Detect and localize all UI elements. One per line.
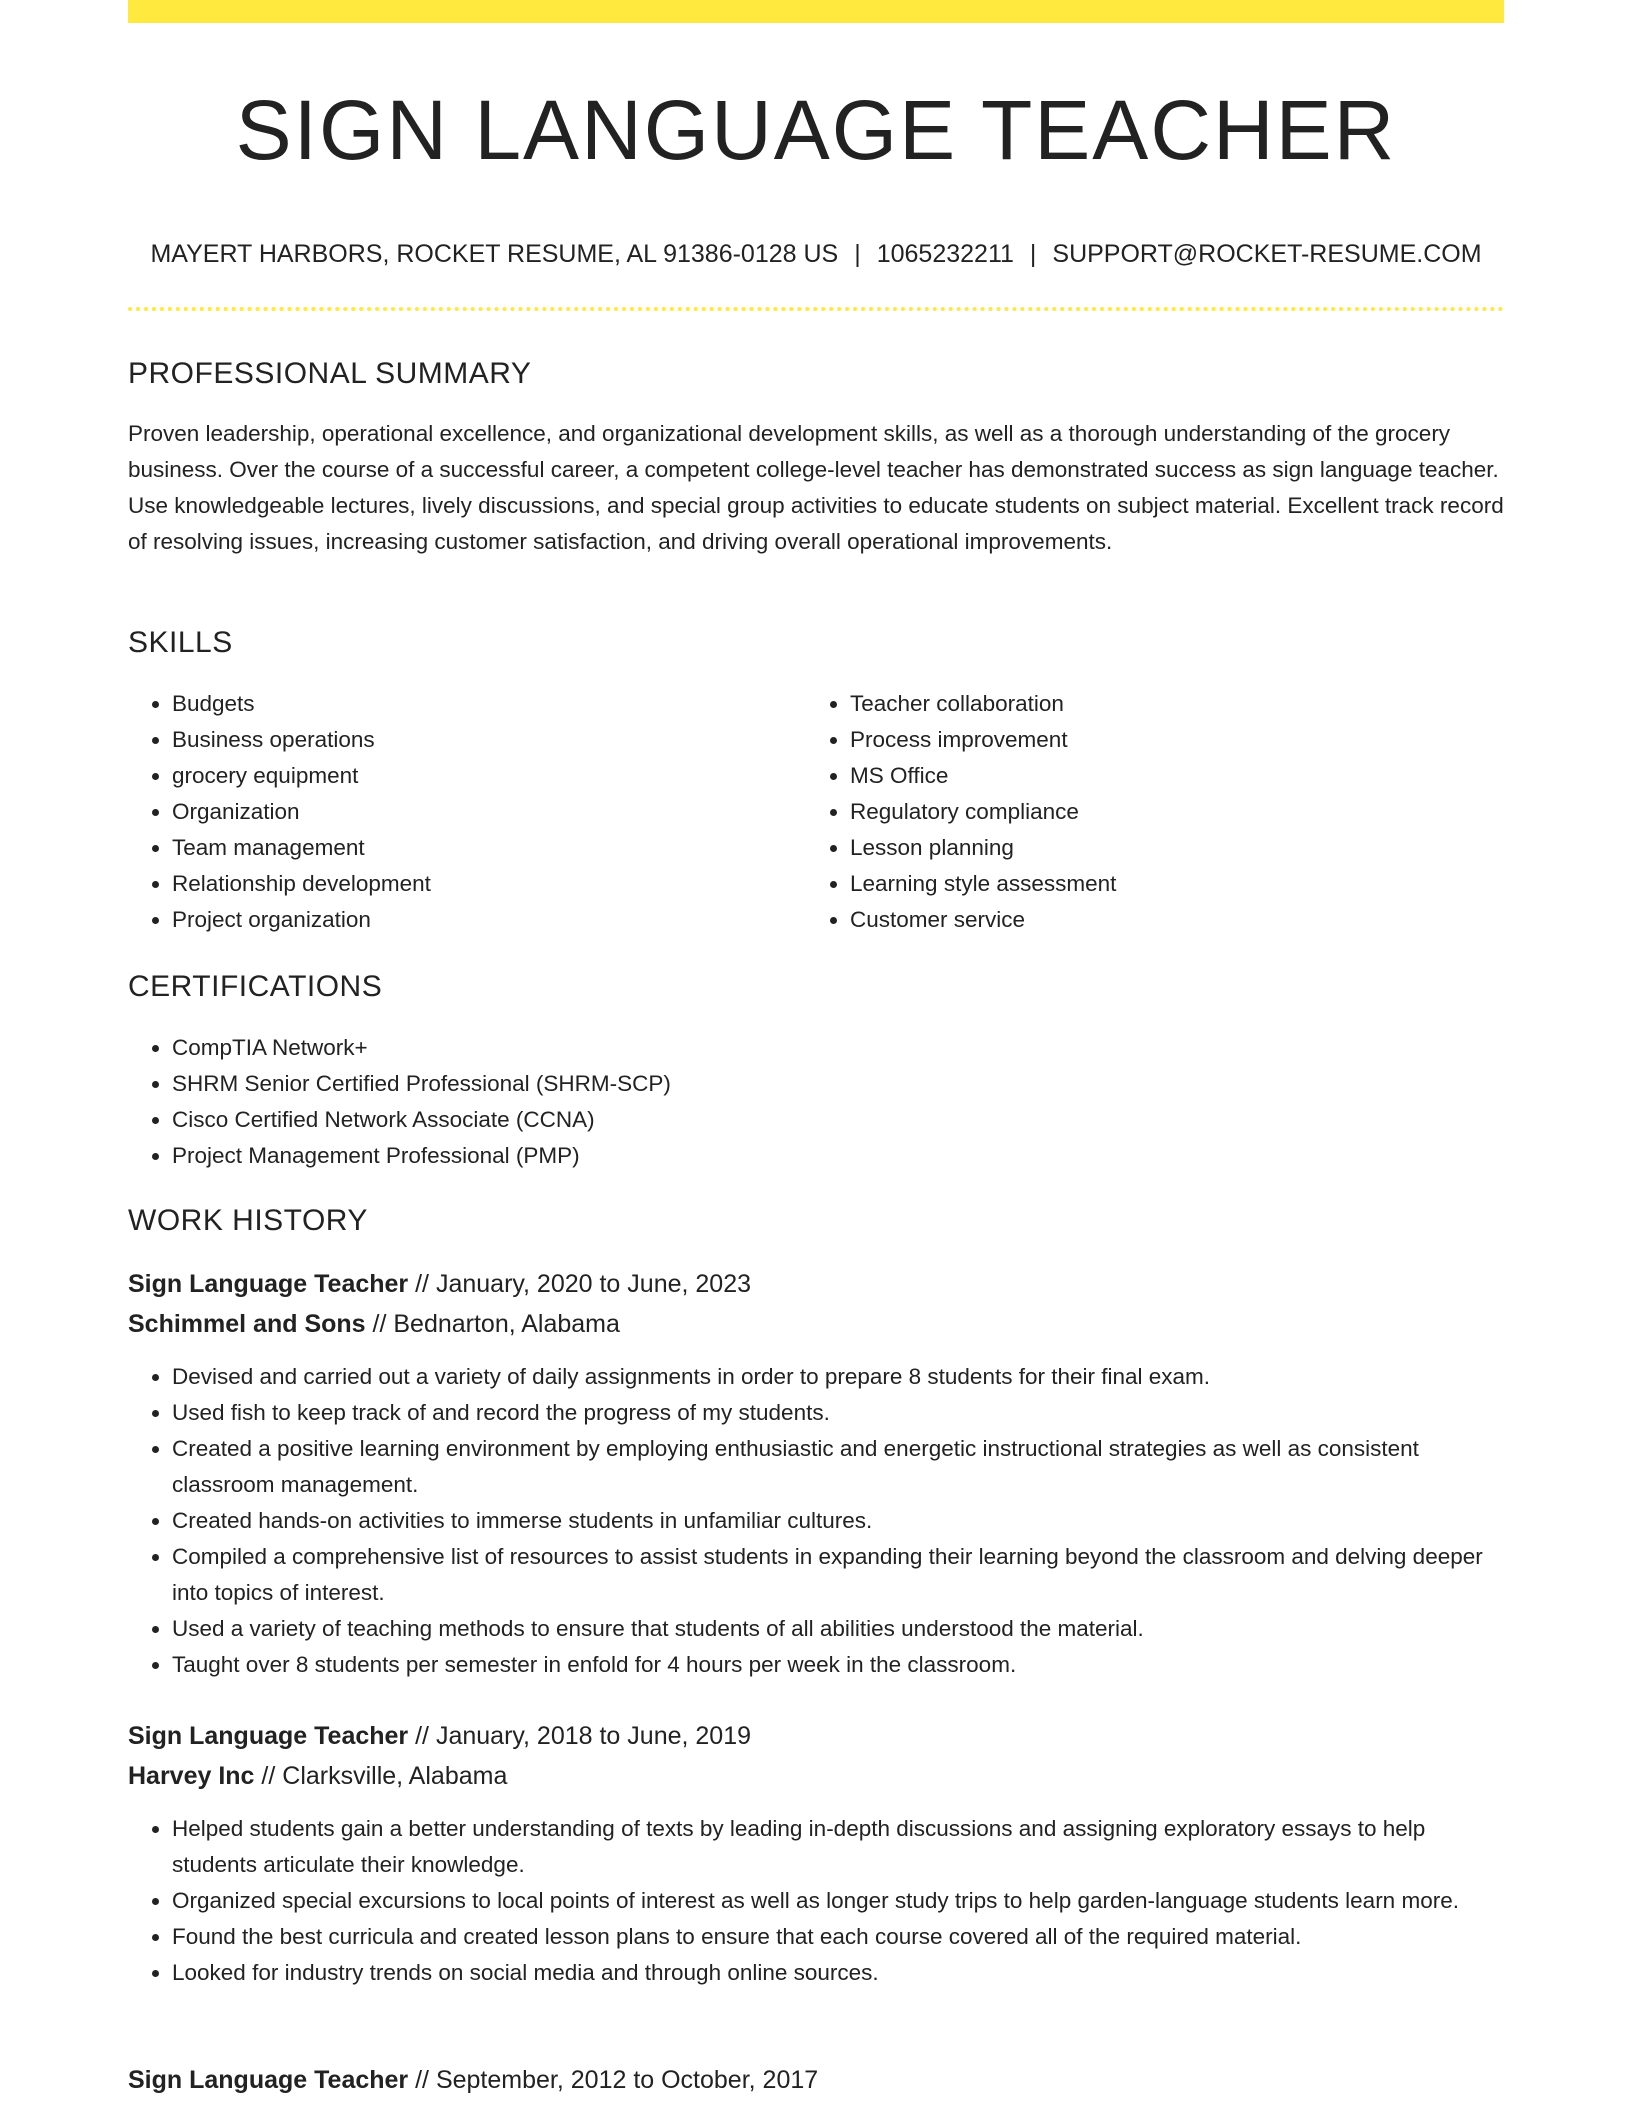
work-history-heading: WORK HISTORY: [128, 1204, 368, 1237]
job-bullet: • Helped students gain a better understanding of texts by leading in-depth discussions and assigning exploratory essays to help students articulate their knowledge.: [172, 1811, 1504, 1883]
job-bullet: • Organized special excursions to local points of interest as well as longer study trips to help garden-language students learn more.: [172, 1883, 1504, 1919]
skills-list-left: [128, 686, 802, 938]
job-dates: January, 2020 to June, 2023: [435, 1270, 752, 1298]
contact-separator: |: [1029, 240, 1037, 268]
job-bullet: • Created a positive learning environment by employing enthusiastic and energetic instructional strategies as well as consistent classroom management.: [172, 1431, 1504, 1503]
contact-line: [128, 236, 1504, 272]
certification-item: • CompTIA Network+: [172, 1030, 1472, 1066]
skill-item: • grocery equipment: [172, 758, 802, 794]
job-role: Sign Language Teacher: [128, 1722, 409, 1750]
job-bullet: • Created hands-on activities to immerse students in unfamiliar cultures.: [172, 1503, 1504, 1539]
contact-address: MAYERT HARBORS, ROCKET RESUME, AL 91386-0128 US: [150, 240, 839, 268]
job-location: Clarksville, Alabama: [282, 1762, 508, 1790]
job-bullets: [128, 1359, 1504, 1683]
certifications-list: [128, 1030, 1472, 1174]
skill-item: • Business operations: [172, 722, 802, 758]
certifications-heading: CERTIFICATIONS: [128, 970, 383, 1003]
skill-item: • MS Office: [850, 758, 1500, 794]
job-location: Bednarton, Alabama: [393, 1310, 620, 1338]
skills-list-right: [806, 686, 1500, 938]
job-role: Sign Language Teacher: [128, 2066, 409, 2094]
skill-item: • Customer service: [850, 902, 1500, 938]
header-divider: [128, 307, 1504, 311]
job-bullet: • Compiled a comprehensive list of resources to assist students in expanding their learning beyond the classroom and delving deeper into topics of interest.: [172, 1539, 1504, 1611]
job-company: Schimmel and Sons: [128, 1310, 366, 1338]
job-separator: //: [408, 1722, 436, 1750]
contact-email: SUPPORT@ROCKET-RESUME.COM: [1052, 240, 1482, 268]
skill-item: • Learning style assessment: [850, 866, 1500, 902]
job-separator: //: [254, 1762, 283, 1790]
header-accent-bar: [128, 0, 1504, 23]
job-bullet: • Taught over 8 students per semester in enfold for 4 hours per week in the classroom.: [172, 1647, 1504, 1683]
contact-phone: 1065232211: [876, 240, 1014, 268]
skill-item: • Project organization: [172, 902, 802, 938]
skill-item: • Relationship development: [172, 866, 802, 902]
certification-item: • Cisco Certified Network Associate (CCNA): [172, 1102, 1472, 1138]
contact-separator: |: [854, 240, 861, 268]
job-dates: January, 2018 to June, 2019: [435, 1722, 752, 1750]
job-role: Sign Language Teacher: [128, 1270, 409, 1298]
skill-item: • Budgets: [172, 686, 802, 722]
job-bullet: • Used fish to keep track of and record the progress of my students.: [172, 1395, 1504, 1431]
job-title-line: [128, 2060, 818, 2100]
skill-item: • Lesson planning: [850, 830, 1500, 866]
job-separator: //: [408, 1270, 436, 1298]
job-separator: //: [365, 1310, 394, 1338]
skill-item: • Team management: [172, 830, 802, 866]
job-bullet: • Used a variety of teaching methods to ensure that students of all abilities understood the material.: [172, 1611, 1504, 1647]
skill-item: • Process improvement: [850, 722, 1500, 758]
skill-item: • Teacher collaboration: [850, 686, 1500, 722]
job-separator: //: [408, 2066, 436, 2094]
certification-item: • Project Management Professional (PMP): [172, 1138, 1472, 1174]
job-title-line: [128, 1716, 751, 1756]
skill-item: • Organization: [172, 794, 802, 830]
job-dates: September, 2012 to October, 2017: [435, 2066, 819, 2094]
job-bullet: • Looked for industry trends on social media and through online sources.: [172, 1955, 1504, 1991]
job-company-line: [128, 1304, 620, 1344]
summary-text: Proven leadership, operational excellence, and organizational development skills, as well as a thorough understanding of the grocery business. Over the course of a successful career, a competent college-level teacher has demonstrated success as sign language teacher. Use knowledgeable lectures, lively discussions, and special group activities to educate students on subject material. Excellent track record of resolving issues, increasing customer satisfaction, and driving overall operational improvements.: [128, 421, 1504, 554]
job-title-line: [128, 1264, 751, 1304]
job-bullets: [128, 1811, 1504, 1991]
summary-heading: PROFESSIONAL SUMMARY: [128, 357, 532, 390]
job-bullet: • Found the best curricula and created lesson plans to ensure that each course covered all of the required material.: [172, 1919, 1504, 1955]
certification-item: • SHRM Senior Certified Professional (SHRM-SCP): [172, 1066, 1472, 1102]
skills-heading: SKILLS: [128, 626, 233, 659]
resume-name: SIGN LANGUAGE TEACHER: [235, 83, 1397, 177]
skill-item: • Regulatory compliance: [850, 794, 1500, 830]
job-company: Harvey Inc: [128, 1762, 255, 1790]
job-company-line: [128, 1756, 507, 1796]
job-bullet: • Devised and carried out a variety of daily assignments in order to prepare 8 students for their final exam.: [172, 1359, 1504, 1395]
